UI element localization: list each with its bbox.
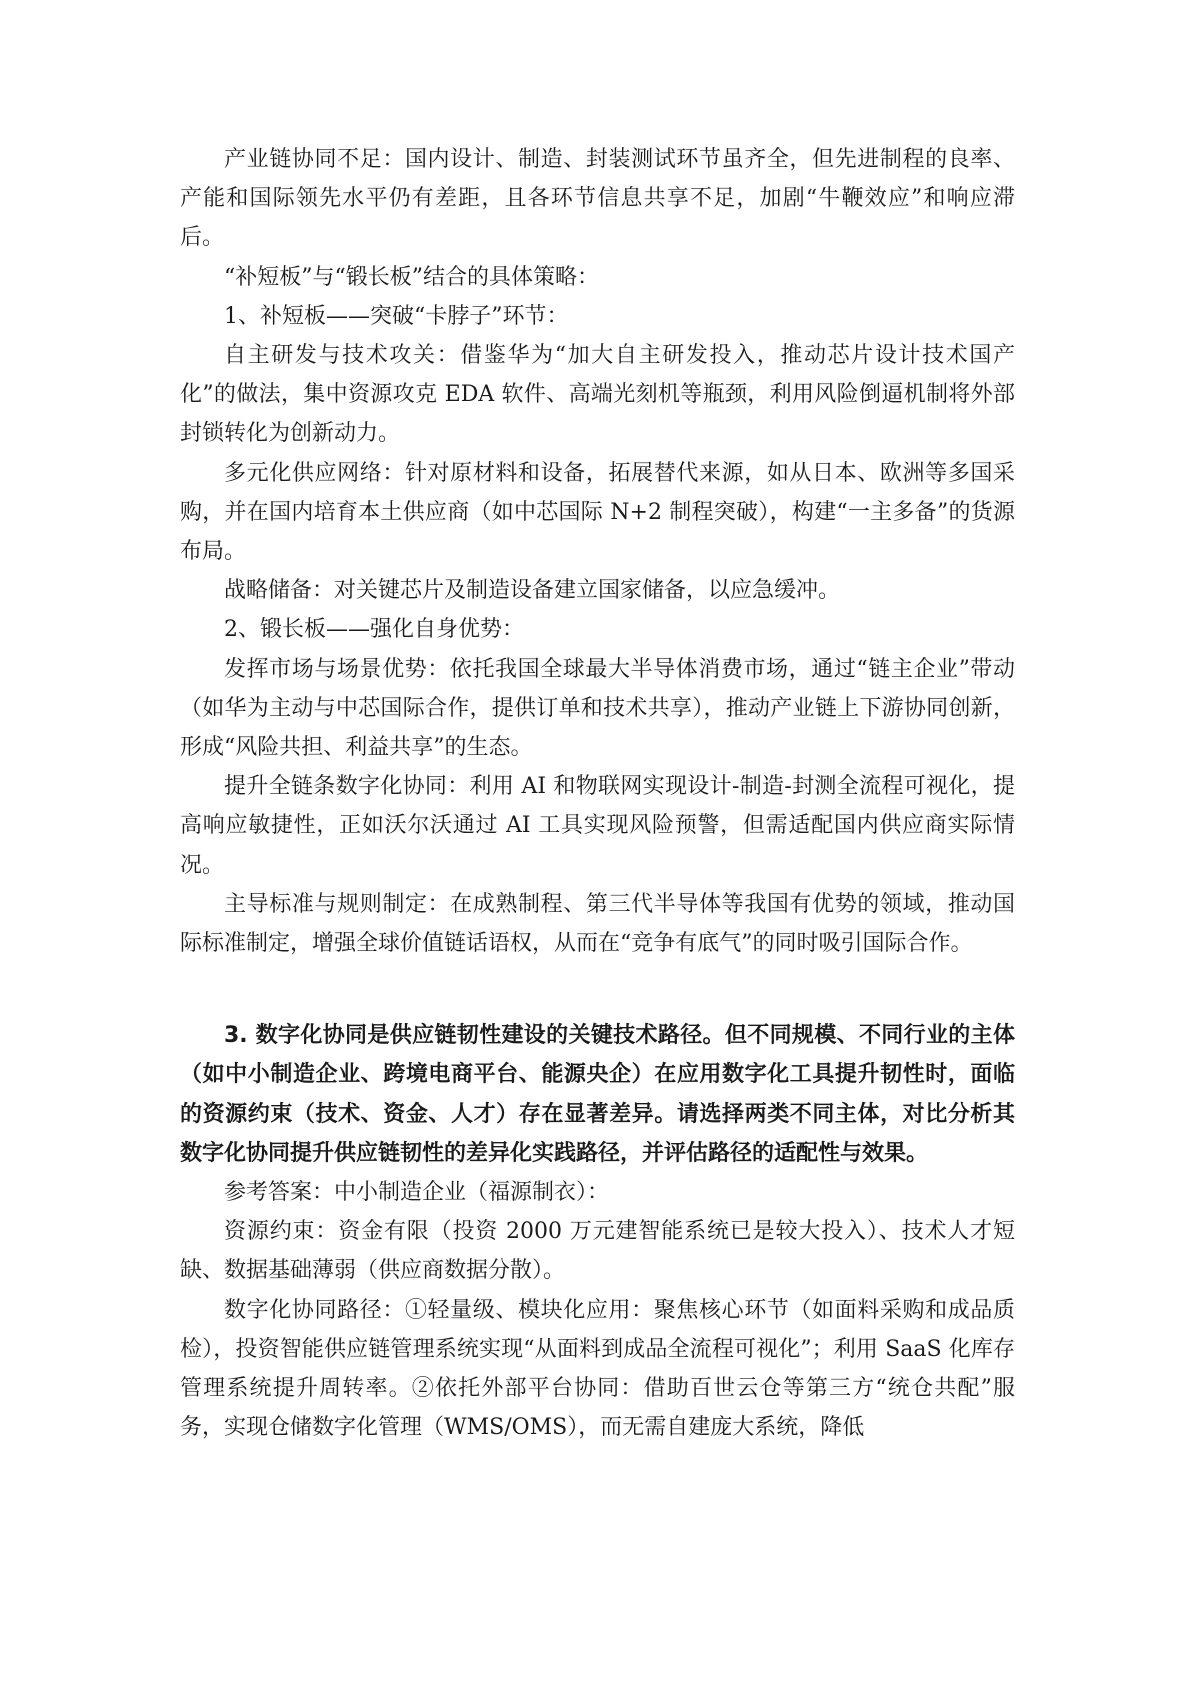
paragraph-forge-longboard-heading: 2、锻长板——强化自身优势： — [224, 617, 524, 643]
answer-resource-constraints: 资源约束：资金有限（投资 2000 万元建智能系统已是较大投入）、技术人才短缺、数据基础薄弱（供应商数据分散）。 — [180, 1219, 1015, 1284]
paragraph-digital-coordination: 提升全链条数字化协同：利用 AI 和物联网实现设计-制造-封测全流程可视化，提高响应敏捷性，正如沃尔沃通过 AI 工具实现风险预警，但需适配国内供应商实际情况。 — [180, 774, 1015, 878]
paragraph-independent-rnd: 自主研发与技术攻关：借鉴华为“加大自主研发投入，推动芯片设计技术国产化”的做法，集中资源攻克 EDA 软件、高端光刻机等瓶颈，利用风险倒逼机制将外部封锁转化为创新动力。 — [180, 343, 1015, 447]
answer-heading: 参考答案：中小制造企业（福源制衣）： — [224, 1180, 610, 1206]
section-gap — [180, 963, 1015, 1016]
paragraph-market-advantage: 发挥市场与场景优势：依托我国全球最大半导体消费市场，通过“链主企业”带动（如华为主动与中芯国际合作，提供订单和技术共享），推动产业链上下游协同创新，形成“风险共担、利益共享”的生态。 — [180, 656, 1015, 761]
paragraph-standards-leadership: 主导标准与规则制定：在成熟制程、第三代半导体等我国有优势的领域，推动国际标准制定，增强全球价值链话语权，从而在“竞争有底气”的同时吸引国际合作。 — [180, 891, 1015, 957]
paragraph-industry-chain-coordination: 产业链协同不足：国内设计、制造、封装测试环节虽齐全，但先进制程的良率、产能和国际领先水平仍有差距，且各环节信息共享不足，加剧“牛鞭效应”和响应滞后。 — [180, 147, 1015, 251]
question-3: 3. 数字化协同是供应链韧性建设的关键技术路径。但不同规模、不同行业的主体（如中小制造企业、跨境电商平台、能源央企）在应用数字化工具提升韧性时，面临的资源约束（技术、资金、人才）存在显著差异。请选择两类不同主体，对比分析其数字化协同提升供应链韧性的差异化实践路径，并评估路径的适配性与效果。 — [180, 1023, 1015, 1166]
paragraph-strategic-reserve: 战略储备：对关键芯片及制造设备建立国家储备，以应急缓冲。 — [224, 578, 841, 604]
paragraph-diversified-supply: 多元化供应网络：针对原材料和设备，拓展替代来源，如从日本、欧洲等多国采购，并在国内培育本土供应商（如中芯国际 N+2 制程突破），构建“一主多备”的货源布局。 — [180, 460, 1015, 565]
answer-digital-path: 数字化协同路径：①轻量级、模块化应用：聚焦核心环节（如面料采购和成品质检），投资智能供应链管理系统实现“从面料到成品全流程可视化”；利用 SaaS 化库存管理系统提升周转率。②依托外部平台协同：借助百世云仓等第三方“统仓共配”服务，实现仓储数字化管理（WMS/OMS），而无需自建庞大系统，降低 — [180, 1297, 1015, 1441]
paragraph-strategy-heading: “补短板”与“锻长板”结合的具体策略： — [224, 264, 599, 290]
document-page — [180, 140, 1015, 1448]
paragraph-fill-shortboard-heading: 1、补短板——突破“卡脖子”环节： — [224, 303, 569, 329]
